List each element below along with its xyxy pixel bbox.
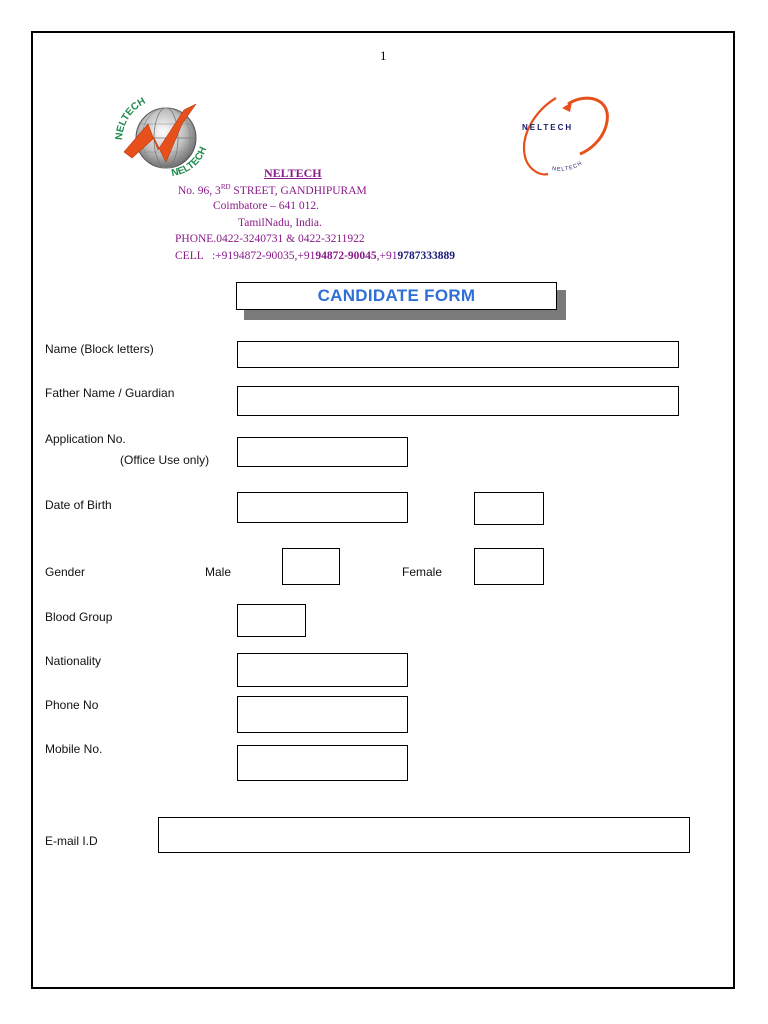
label-mobile: Mobile No.: [45, 742, 103, 756]
label-male: Male: [205, 565, 232, 579]
application-no-field[interactable]: [237, 437, 408, 467]
svg-text:NELTECH: [552, 160, 584, 173]
label-phone: Phone No: [45, 698, 99, 712]
logo-left-text-top: NELTECH: [113, 95, 148, 141]
org-name: NELTECH: [264, 166, 322, 180]
label-gender: Gender: [45, 565, 86, 579]
blood-group-field[interactable]: [237, 604, 306, 637]
dob-extra-field[interactable]: [474, 492, 544, 525]
address-state: TamilNadu, India.: [238, 217, 322, 229]
label-blood-group: Blood Group: [45, 610, 113, 624]
email-field[interactable]: [158, 817, 690, 853]
logo-left-text-bottom: NELTECH: [170, 145, 210, 180]
mobile-field[interactable]: [237, 745, 408, 781]
dob-field[interactable]: [237, 492, 408, 523]
label-nationality: Nationality: [45, 654, 102, 668]
father-name-field[interactable]: [237, 386, 679, 416]
nationality-field[interactable]: [237, 653, 408, 687]
label-female: Female: [402, 565, 443, 579]
neltech-swoosh-logo: [516, 90, 616, 180]
label-application-no: Application No.: [45, 432, 126, 446]
logo-right-text: NELTECH: [522, 123, 574, 132]
form-title-box: [236, 282, 557, 310]
address-city: Coimbatore – 641 012.: [213, 200, 320, 212]
gender-female-box[interactable]: [474, 548, 544, 585]
label-office-use: (Office Use only): [120, 453, 210, 467]
form-title: CANDIDATE FORM: [317, 286, 476, 305]
address-street: No. 96, 3RD STREET, GANDHIPURAM: [178, 183, 367, 197]
phone-field[interactable]: [237, 696, 408, 733]
name-field[interactable]: [237, 341, 679, 368]
page-number: 1: [380, 48, 387, 63]
logo-right-arc-text: NELTECH: [551, 160, 584, 173]
neltech-globe-logo: [108, 88, 220, 180]
gender-male-box[interactable]: [282, 548, 340, 585]
label-father: Father Name / Guardian: [45, 386, 175, 400]
cell-line: CELL :+9194872-90035,+9194872-90045,+919787333889: [175, 250, 456, 262]
phone-line: PHONE.0422-3240731 & 0422-3211922: [175, 233, 365, 245]
label-dob: Date of Birth: [45, 498, 112, 512]
label-email: E-mail I.D: [45, 834, 98, 848]
label-name: Name (Block letters): [45, 342, 154, 356]
